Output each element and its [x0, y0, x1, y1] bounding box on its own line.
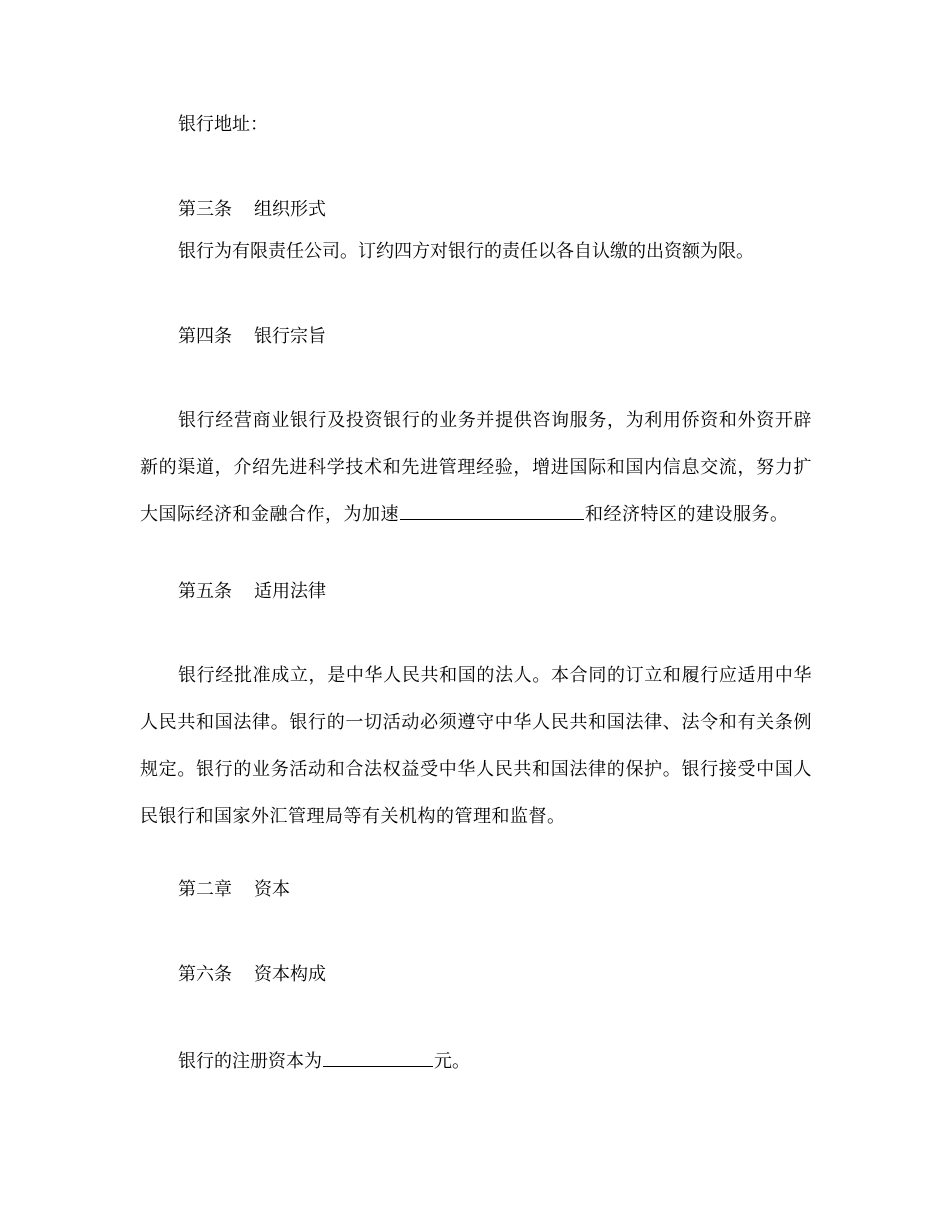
article-6-number: 第六条	[178, 964, 232, 985]
article-4-number: 第四条	[178, 326, 232, 347]
article-5-number: 第五条	[178, 581, 232, 602]
article-4-text-part2: 和经济特区的建设服务。	[585, 504, 789, 525]
article-4-paragraph	[140, 397, 812, 538]
capital-amount-blank-line	[323, 1048, 433, 1067]
article-3-number: 第三条	[178, 199, 232, 220]
article-4-title: 银行宗旨	[254, 326, 326, 347]
article-6-heading	[178, 963, 326, 987]
article-4-heading	[178, 325, 326, 349]
bank-address-label: 银行地址：	[178, 114, 268, 135]
article-5-heading	[178, 580, 326, 604]
fill-in-blank-line	[400, 501, 584, 520]
article-6-text-part2: 元。	[434, 1051, 470, 1072]
article-5-paragraph: 银行经批准成立，是中华人民共和国的法人。本合同的订立和履行应适用中华人民共和国法律。银行的一切活动必须遵守中华人民共和国法律、法令和有关条例规定。银行的业务活动和合法权益受中华人民共和国法律的保护。银行接受中国人民银行和国家外汇管理局等有关机构的管理和监督。	[140, 665, 812, 827]
article-6-text	[178, 1048, 470, 1074]
article-4-text-part1: 银行经营商业银行及投资银行的业务并提供咨询服务，为利用侨资和外资开辟新的渠道，介绍先进科学技术和先进管理经验，增进国际和国内信息交流，努力扩大国际经济和金融合作，为加速	[140, 410, 812, 525]
chapter-2-number: 第二章	[178, 879, 232, 900]
article-3-text: 银行为有限责任公司。订约四方对银行的责任以各自认缴的出资额为限。	[178, 241, 754, 262]
article-5-title: 适用法律	[254, 581, 326, 602]
chapter-2-title: 资本	[254, 879, 290, 900]
chapter-2-heading	[178, 878, 290, 902]
article-6-title: 资本构成	[254, 964, 326, 985]
article-3-heading	[178, 198, 326, 222]
article-6-text-part1: 银行的注册资本为	[178, 1051, 322, 1072]
article-3-title: 组织形式	[254, 199, 326, 220]
